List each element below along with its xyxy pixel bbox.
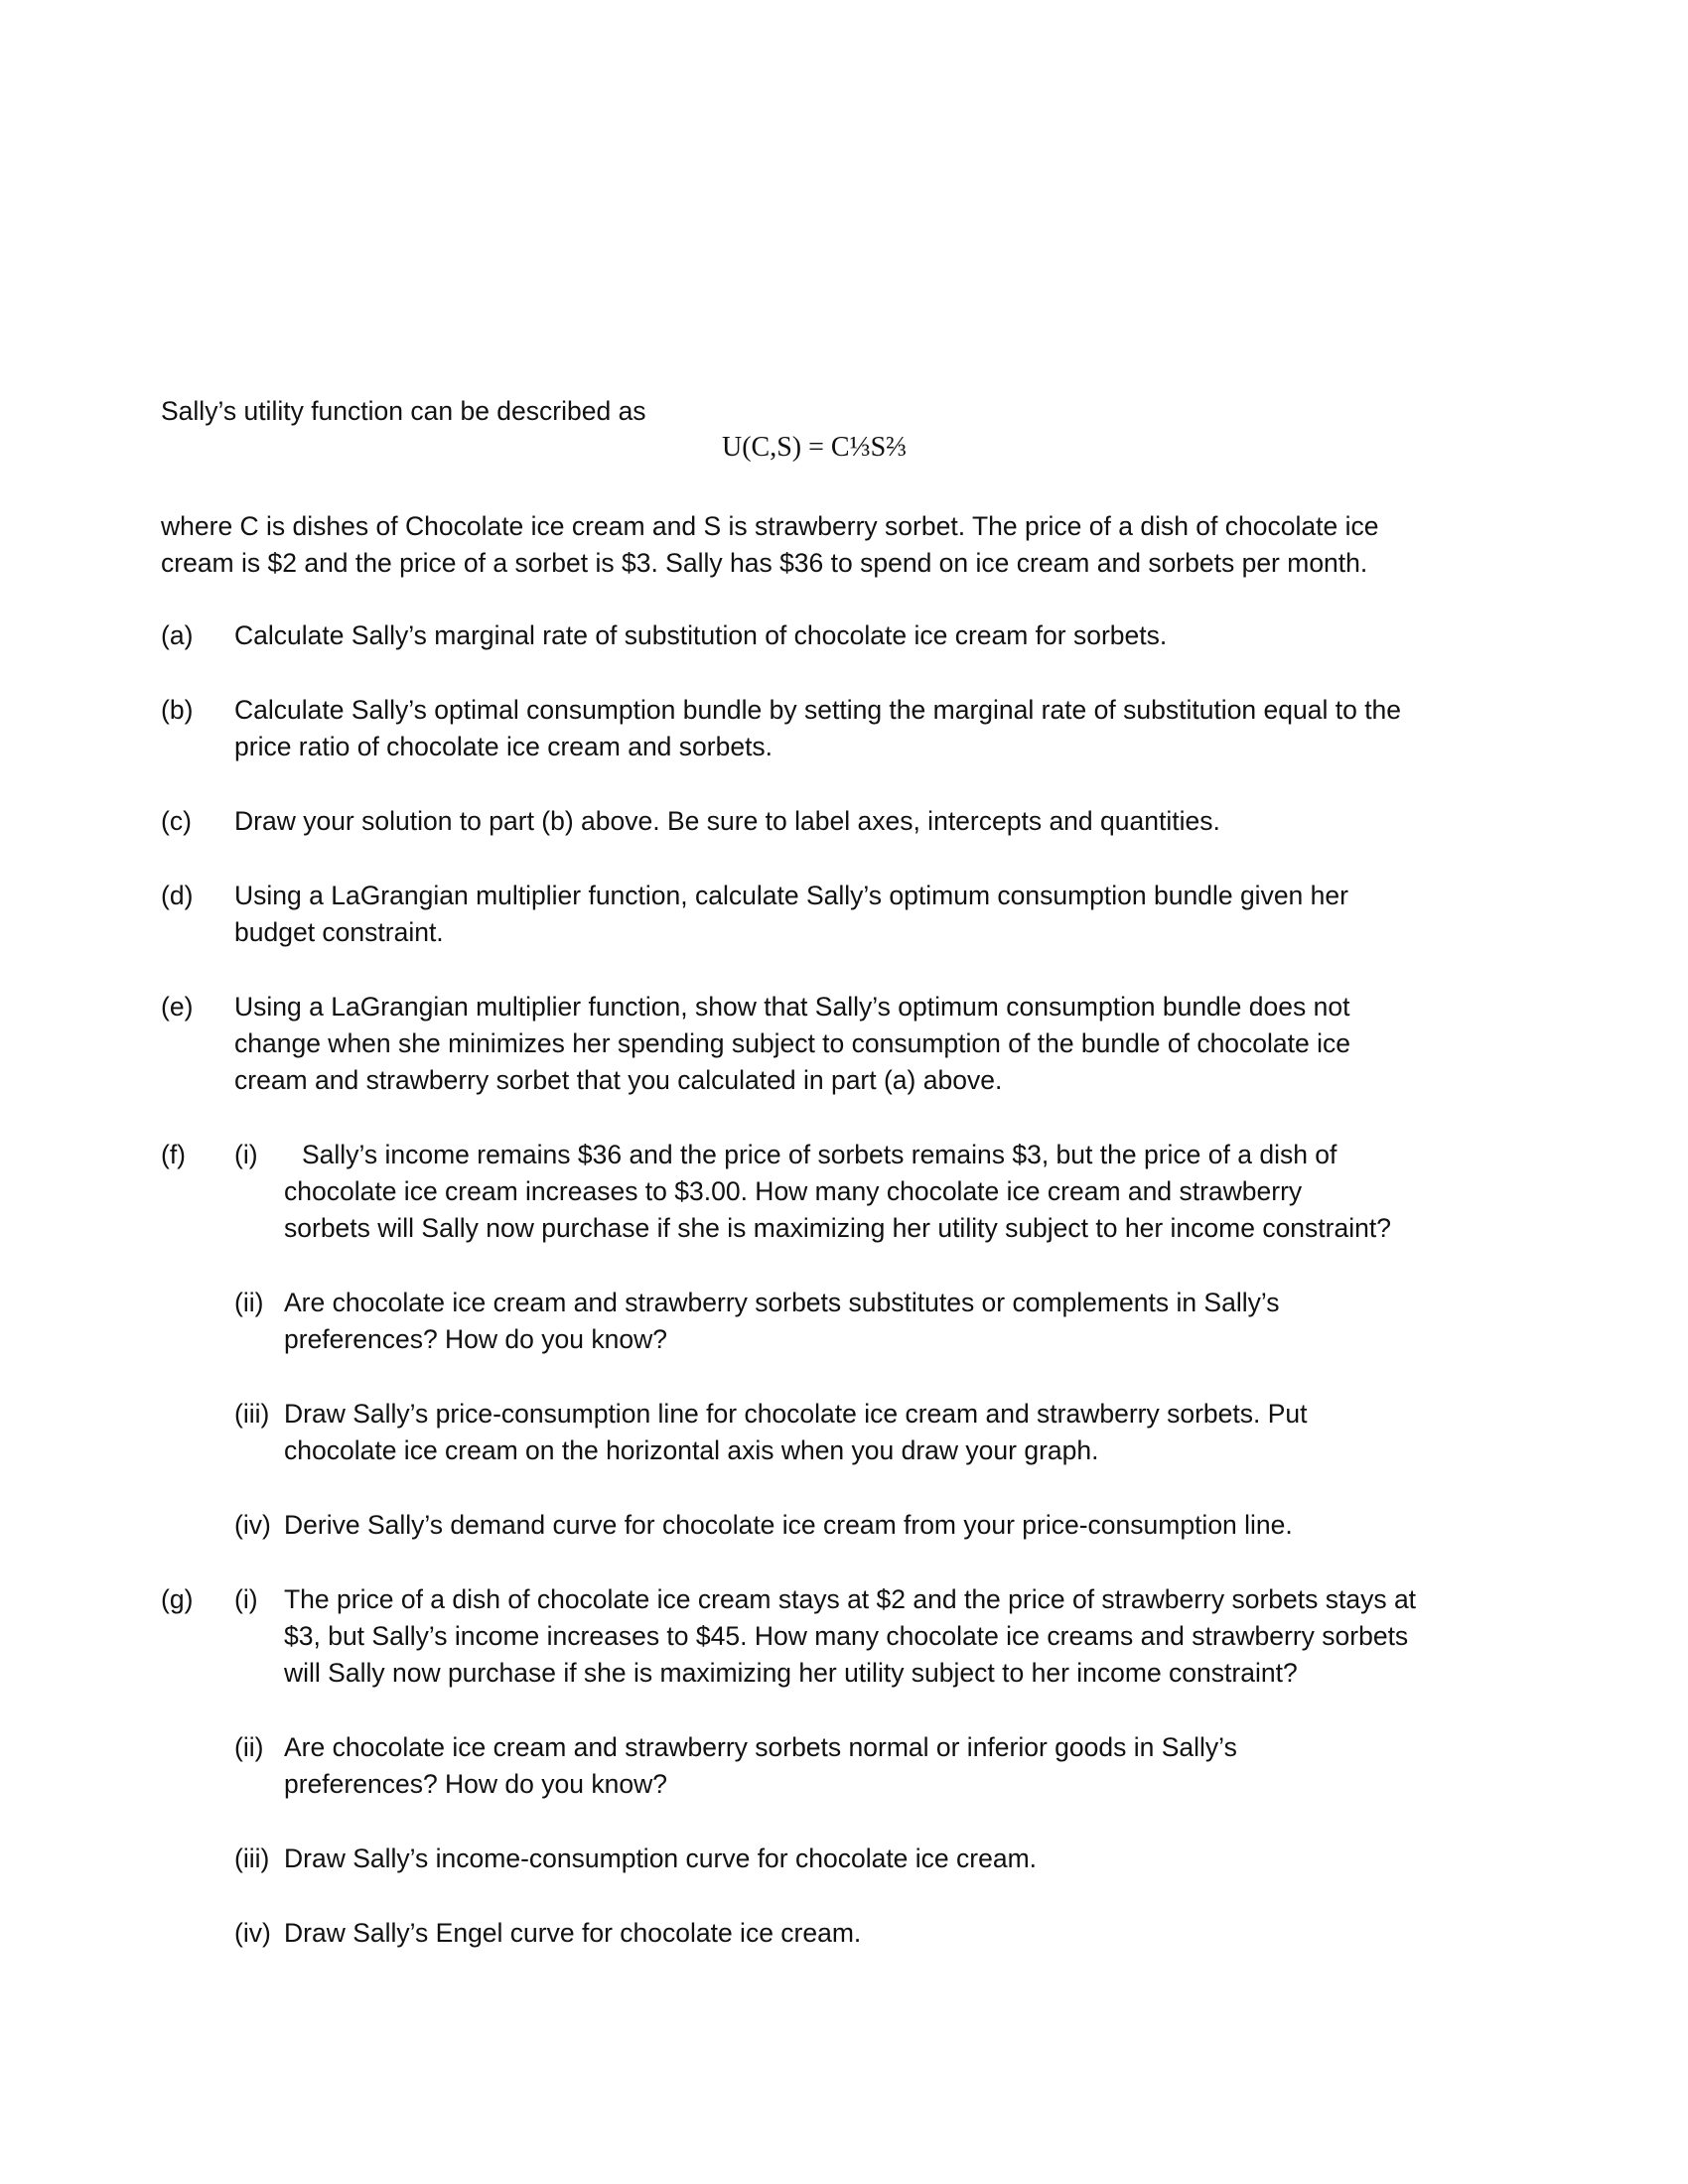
- question-f-label: (f): [161, 1140, 187, 1169]
- question-d-text: [234, 878, 1348, 951]
- question-f-iv-text: [284, 1507, 1293, 1544]
- text-line: The price of a dish of chocolate ice cream stays at $2 and the price of strawberry sorbets stays at: [284, 1584, 1417, 1614]
- text-line: Using a LaGrangian multiplier function, show that Sally’s optimum consumption bundle does not: [234, 992, 1350, 1022]
- intro-line: Sally’s utility function can be described as: [161, 396, 646, 426]
- question-g-iv-label: (iv): [234, 1918, 271, 1948]
- text-line: price ratio of chocolate ice cream and sorbets.: [234, 732, 774, 761]
- question-g-iv-text: [284, 1915, 861, 1952]
- question-b-label: (b): [161, 695, 194, 725]
- question-a-text: [234, 617, 1167, 654]
- text-line: Are chocolate ice cream and strawberry sorbets substitutes or complements in Sally’s: [284, 1288, 1280, 1317]
- question-e-label: (e): [161, 992, 194, 1022]
- question-g-iii-text: [284, 1841, 1037, 1877]
- question-b-text: [234, 692, 1401, 765]
- text-line: Derive Sally’s demand curve for chocolate ice cream from your price-consumption line.: [284, 1510, 1293, 1540]
- text-line: Draw Sally’s income-consumption curve for chocolate ice cream.: [284, 1843, 1038, 1873]
- question-a-label: (a): [161, 620, 194, 650]
- text-line: cream is $2 and the price of a sorbet is $3. Sally has $36 to spend on ice cream and sorbets per month.: [161, 548, 1368, 578]
- text-line: Draw Sally’s price-consumption line for chocolate ice cream and strawberry sorbets. Put: [284, 1399, 1308, 1429]
- question-f-iv-label: (iv): [234, 1510, 271, 1540]
- text-line: Draw Sally’s Engel curve for chocolate ice cream.: [284, 1918, 862, 1948]
- question-c-text: [234, 803, 1220, 840]
- question-f-iii-text: [284, 1396, 1308, 1469]
- question-d-label: (d): [161, 881, 194, 910]
- text-line: Draw your solution to part (b) above. Be sure to label axes, intercepts and quantities.: [234, 806, 1220, 836]
- question-c-label: (c): [161, 806, 192, 836]
- question-f-ii-label: (ii): [234, 1288, 264, 1317]
- text-line: will Sally now purchase if she is maximizing her utility subject to her income constraint?: [284, 1658, 1298, 1688]
- text-line: cream and strawberry sorbet that you calculated in part (a) above.: [234, 1065, 1003, 1095]
- text-line: Calculate Sally’s optimal consumption bundle by setting the marginal rate of substitution equal to the: [234, 695, 1402, 725]
- intro-paragraph: [161, 508, 1378, 582]
- question-f-i-text: [284, 1137, 1391, 1247]
- text-line: where C is dishes of Chocolate ice cream and S is strawberry sorbet. The price of a dish of chocolate ice: [161, 511, 1379, 541]
- question-g-iii-label: (iii): [234, 1843, 270, 1873]
- question-g-ii-text: [284, 1729, 1237, 1803]
- text-line: budget constraint.: [234, 917, 444, 947]
- text-line: chocolate ice cream on the horizontal axis when you draw your graph.: [284, 1435, 1099, 1465]
- text-line: Calculate Sally’s marginal rate of substitution of chocolate ice cream for sorbets.: [234, 620, 1168, 650]
- question-f-i-label: (i): [234, 1140, 258, 1169]
- question-g-i-text: [284, 1581, 1416, 1692]
- text-line: Are chocolate ice cream and strawberry sorbets normal or inferior goods in Sally’s: [284, 1732, 1237, 1762]
- question-g-i-label: (i): [234, 1584, 258, 1614]
- text-line: Sally’s income remains $36 and the price of sorbets remains $3, but the price of a dish of: [302, 1140, 1337, 1169]
- question-f-ii-text: [284, 1285, 1280, 1358]
- text-line: preferences? How do you know?: [284, 1324, 667, 1354]
- text-line: change when she minimizes her spending subject to consumption of the bundle of chocolate ice: [234, 1028, 1350, 1058]
- utility-formula: U(C,S) = C⅓S⅔: [722, 432, 908, 463]
- text-line: Using a LaGrangian multiplier function, calculate Sally’s optimum consumption bundle given her: [234, 881, 1348, 910]
- text-line: chocolate ice cream increases to $3.00. How many chocolate ice cream and strawberry: [284, 1176, 1303, 1206]
- text-line: sorbets will Sally now purchase if she is maximizing her utility subject to her income constraint?: [284, 1213, 1391, 1243]
- question-g-ii-label: (ii): [234, 1732, 264, 1762]
- text-line: $3, but Sally’s income increases to $45. How many chocolate ice creams and strawberry sorbets: [284, 1621, 1409, 1651]
- text-line: preferences? How do you know?: [284, 1769, 667, 1799]
- question-g-label: (g): [161, 1584, 194, 1614]
- question-f-iii-label: (iii): [234, 1399, 270, 1429]
- question-e-text: [234, 989, 1350, 1099]
